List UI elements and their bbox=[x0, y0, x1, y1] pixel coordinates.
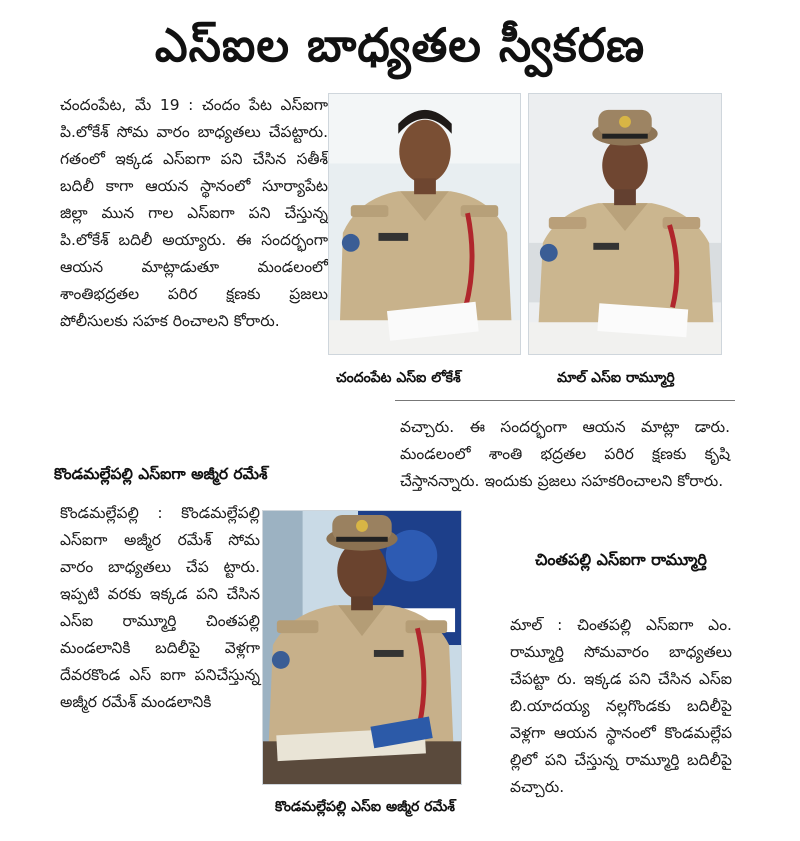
officer-illustration-2 bbox=[529, 94, 721, 354]
section-divider bbox=[395, 400, 735, 401]
caption-rammurthy: మాల్ ఎస్ఐ రామ్మూర్తి bbox=[557, 370, 675, 386]
officer-illustration-1 bbox=[329, 94, 520, 354]
story1-body bbox=[60, 92, 328, 335]
story1-paragraph: చందంపేట, మే 19 : చందం పేట ఎస్ఐగా పి.లోకేశ్ సోమ వారం బాధ్యతలు చేపట్టారు. గతంలో ఇక్కడ ఎస్ఐగా పని చేసిన సతీశ్ బదిలీ కాగా ఆయన స్థానంలో సూర్యాపేట జిల్లా మున గాల ఎస్ఐగా పని చేస్తున్న పి.లోకేశ్ బదిలీ అయ్యారు. ఈ సందర్భంగా ఆయన మాట్లాడుతూ మండలంలో శాంతిభద్రతల పరిర క్షణకు ప్రజలు పోలీసులకు సహక రించాలని కోరారు. bbox=[60, 96, 328, 330]
caption-lokesh: చందంపేట ఎస్ఐ లోకేశ్ bbox=[336, 370, 461, 386]
story3-heading: చింతపల్లి ఎస్ఐగా రామ్మూర్తి bbox=[535, 550, 707, 569]
story3-body bbox=[510, 612, 732, 801]
photo-rammurthy bbox=[528, 93, 722, 355]
story2-paragraph: కొండమల్లేపల్లి : కొండమల్లేపల్లి ఎస్ఐగా అజ్మీర రమేశ్ సోమ వారం బాధ్యతలు చేప ట్టారు. ఇప్పటి వరకు ఇక్కడ పని చేసిన ఎస్ఐ రామ్మూర్తి చింతపల్లి మండలానికి బదిలీపై వెళ్లగా దేవరకొండ ఎస్ ఐగా పనిచేస్తున్న అజ్మీర రమేశ్ మండలానికి bbox=[60, 504, 260, 711]
officer-illustration-3 bbox=[263, 511, 461, 784]
story1-continuation-paragraph: వచ్చారు. ఈ సందర్భంగా ఆయన మాట్లా డారు. మండలంలో శాంతి భద్రతల పరిర క్షణకు కృషి చేస్తానన్నారు. ఇందుకు ప్రజలు సహకరించాలని కోరారు. bbox=[400, 418, 730, 490]
photo-lokesh bbox=[328, 93, 521, 355]
story2-heading: కొండమల్లేపల్లి ఎస్ఐగా అజ్మీర రమేశ్ bbox=[54, 465, 268, 483]
headline: ఎస్ఐల బాధ్యతల స్వీకరణ bbox=[154, 18, 646, 72]
photo-ramesh bbox=[262, 510, 462, 785]
caption-ramesh: కొండమల్లేపల్లి ఎస్ఐ అజ్మీర రమేశ్ bbox=[275, 799, 455, 815]
story1-continuation bbox=[400, 414, 730, 495]
story3-paragraph: మాల్ : చింతపల్లి ఎస్ఐగా ఎం. రామ్మూర్తి సోమవారం బాధ్యతలు చేపట్టా రు. ఇక్కడ పని చేసిన ఎస్ఐ బి.యాదయ్య నల్లగొండకు బదిలీపై వెళ్లగా ఆయన స్థానంలో కొండమల్లేప ల్లిలో పని చేస్తున్న రామ్మూర్తి బదిలీపై వచ్చారు. bbox=[510, 616, 732, 796]
story2-body bbox=[60, 500, 260, 716]
